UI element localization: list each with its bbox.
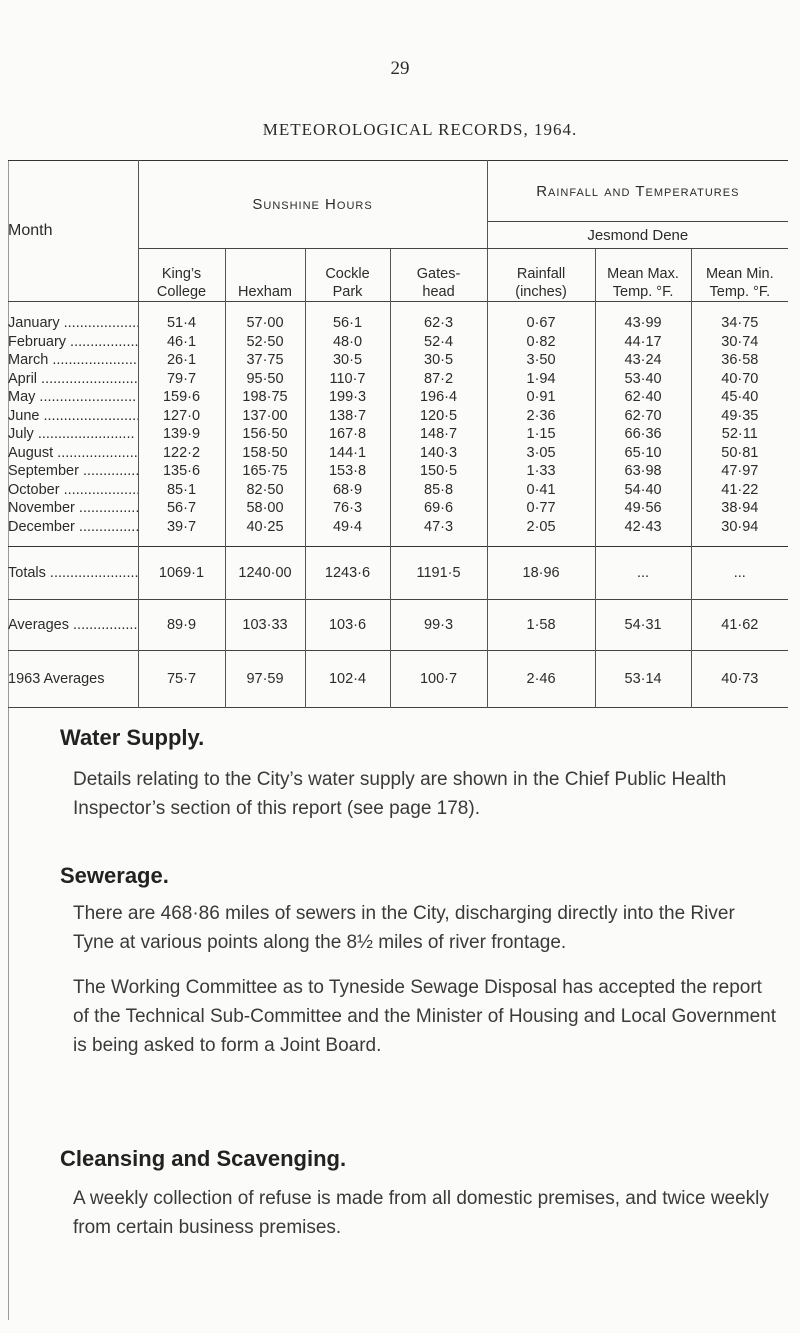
value-cell: 120·5 [390, 407, 487, 426]
sewerage-text-1: There are 468·86 miles of sewers in the City, discharging directly into the River Tyne at various points along the 8½ miles of river frontage. [73, 903, 735, 953]
summary-value: 75·7 [138, 651, 225, 708]
cleansing-section [60, 1146, 780, 1242]
cleansing-text: A weekly collection of refuse is made from all domestic premises, and twice weekly from certain business premises. [73, 1188, 769, 1238]
month-cell: December ..... [8, 518, 138, 547]
value-cell: 140·3 [390, 444, 487, 463]
value-cell: 79·7 [138, 370, 225, 389]
value-cell: 30·5 [305, 351, 390, 370]
table-row [8, 444, 788, 463]
value-cell: 148·7 [390, 425, 487, 444]
value-cell: 37·75 [225, 351, 305, 370]
col-rainfall: Rainfall (inches) [487, 249, 595, 302]
value-cell: 41·22 [721, 481, 759, 498]
summary-value: 103·33 [225, 600, 305, 651]
water-supply-section [60, 725, 780, 823]
summary-value: ... [733, 565, 746, 581]
table-row [8, 388, 788, 407]
value-cell: 50·81 [721, 444, 759, 461]
value-cell: 43·99 [595, 302, 691, 333]
value-cell: 56·1 [305, 302, 390, 333]
value-cell: 3·50 [487, 351, 595, 370]
value-cell: 0·82 [487, 333, 595, 352]
value-cell: 167·8 [305, 425, 390, 444]
summary-value: 99·3 [390, 600, 487, 651]
value-cell: 156·50 [225, 425, 305, 444]
value-cell: 38·94 [721, 500, 759, 517]
value-cell: 47·3 [390, 518, 487, 547]
summary-label: Totals ..... [8, 547, 138, 600]
value-cell: 68·9 [305, 481, 390, 500]
value-cell: 40·25 [225, 518, 305, 547]
col-mean-max: Mean Max. Temp. °F. [595, 249, 691, 302]
table-row [8, 518, 788, 547]
month-cell: May ..... [8, 388, 138, 407]
value-cell: 199·3 [305, 388, 390, 407]
value-cell: 1·15 [487, 425, 595, 444]
water-supply-text: Details relating to the City’s water supply are shown in the Chief Public Health Inspector’s section of this report (see page 178). [73, 769, 727, 819]
value-cell: 49·35 [721, 407, 759, 424]
summary-value: 54·31 [595, 600, 691, 651]
value-cell: 0·77 [487, 499, 595, 518]
col-kings-college: King’s College [138, 249, 225, 302]
value-cell: 36·58 [721, 352, 759, 369]
col-cockle-park: Cockle Park [305, 249, 390, 302]
summary-value: 100·7 [390, 651, 487, 708]
month-cell: October ..... [8, 481, 138, 500]
summary-label: 1963 Averages [8, 651, 138, 708]
summary-value: 1·58 [487, 600, 595, 651]
value-cell: 158·50 [225, 444, 305, 463]
cleansing-heading: Cleansing and Scavenging. [60, 1146, 347, 1171]
value-cell: 45·40 [721, 389, 759, 406]
month-cell: March ..... [8, 351, 138, 370]
sewerage-heading: Sewerage. [60, 863, 169, 888]
water-supply-heading: Water Supply. [60, 725, 205, 750]
month-cell: April ..... [8, 370, 138, 389]
value-cell: 52·11 [721, 426, 758, 443]
value-cell: 122·2 [138, 444, 225, 463]
value-cell: 39·7 [138, 518, 225, 547]
value-cell: 53·40 [595, 370, 691, 389]
summary-value: 53·14 [595, 651, 691, 708]
value-cell: 110·7 [305, 370, 390, 389]
col-mean-min: Mean Min. Temp. °F. [705, 266, 774, 300]
value-cell: 65·10 [595, 444, 691, 463]
value-cell: 44·17 [595, 333, 691, 352]
value-cell: 1·33 [487, 462, 595, 481]
value-cell: 196·4 [390, 388, 487, 407]
month-cell: August ..... [8, 444, 138, 463]
sunshine-hours-header: Sunshine Hours [138, 161, 487, 249]
table-row [8, 481, 788, 500]
value-cell: 150·5 [390, 462, 487, 481]
value-cell: 1·94 [487, 370, 595, 389]
sewerage-section [60, 863, 780, 1060]
value-cell: 52·50 [225, 333, 305, 352]
month-cell: February ..... [8, 333, 138, 352]
value-cell: 62·40 [595, 388, 691, 407]
value-cell: 30·94 [721, 518, 759, 535]
value-cell: 165·75 [225, 462, 305, 481]
value-cell: 43·24 [595, 351, 691, 370]
value-cell: 137·00 [225, 407, 305, 426]
page-title: METEOROLOGICAL RECORDS, 1964. [262, 120, 578, 139]
value-cell: 42·43 [595, 518, 691, 547]
col-hexham: Hexham [225, 249, 305, 302]
value-cell: 76·3 [305, 499, 390, 518]
month-cell: September ..... [8, 462, 138, 481]
summary-value: 1240·00 [225, 547, 305, 600]
totals-row [8, 547, 788, 600]
value-cell: 63·98 [595, 462, 691, 481]
value-cell: 3·05 [487, 444, 595, 463]
summary-label: Averages ..... [8, 600, 138, 651]
value-cell: 82·50 [225, 481, 305, 500]
value-cell: 62·70 [595, 407, 691, 426]
value-cell: 57·00 [225, 302, 305, 333]
value-cell: 58·00 [225, 499, 305, 518]
month-cell: November ..... [8, 499, 138, 518]
value-cell: 34·75 [721, 315, 759, 332]
prev-averages-row [8, 651, 788, 708]
month-cell: July ..... [8, 425, 138, 444]
summary-value: ... [595, 547, 691, 600]
value-cell: 198·75 [225, 388, 305, 407]
summary-value: 1243·6 [305, 547, 390, 600]
value-cell: 48·0 [305, 333, 390, 352]
value-cell: 51·4 [138, 302, 225, 333]
value-cell: 135·6 [138, 462, 225, 481]
table-row [8, 351, 788, 370]
value-cell: 138·7 [305, 407, 390, 426]
month-rows [8, 302, 788, 547]
value-cell: 0·41 [487, 481, 595, 500]
value-cell: 49·4 [305, 518, 390, 547]
rainfall-temperatures-header: Rainfall and Temperatures [487, 161, 788, 222]
table-row [8, 462, 788, 481]
month-header: Month [8, 161, 138, 302]
value-cell: 52·4 [390, 333, 487, 352]
value-cell: 30·74 [721, 333, 759, 350]
month-cell: June ..... [8, 407, 138, 426]
value-cell: 85·8 [390, 481, 487, 500]
value-cell: 62·3 [390, 302, 487, 333]
value-cell: 0·91 [487, 388, 595, 407]
table-row [8, 333, 788, 352]
value-cell: 87·2 [390, 370, 487, 389]
value-cell: 95·50 [225, 370, 305, 389]
value-cell: 159·6 [138, 388, 225, 407]
value-cell: 144·1 [305, 444, 390, 463]
summary-value: 89·9 [138, 600, 225, 651]
value-cell: 0·67 [487, 302, 595, 333]
table-row [8, 425, 788, 444]
value-cell: 30·5 [390, 351, 487, 370]
summary-value: 97·59 [225, 651, 305, 708]
value-cell: 40·70 [721, 370, 759, 387]
averages-row [8, 600, 788, 651]
summary-value: 103·6 [305, 600, 390, 651]
summary-value: 1191·5 [390, 547, 487, 600]
summary-value: 40·73 [721, 671, 759, 687]
value-cell: 139·9 [138, 425, 225, 444]
page-number: 29 [390, 58, 410, 79]
month-cell: January ..... [8, 302, 138, 333]
value-cell: 2·05 [487, 518, 595, 547]
value-cell: 49·56 [595, 499, 691, 518]
meteorological-table [8, 160, 788, 708]
table-row [8, 407, 788, 426]
summary-value: 1069·1 [138, 547, 225, 600]
col-gateshead: Gates- head [390, 249, 487, 302]
summary-value: 102·4 [305, 651, 390, 708]
value-cell: 127·0 [138, 407, 225, 426]
value-cell: 69·6 [390, 499, 487, 518]
table-row [8, 370, 788, 389]
value-cell: 2·36 [487, 407, 595, 426]
jesmond-dene-header: Jesmond Dene [487, 222, 788, 249]
value-cell: 54·40 [595, 481, 691, 500]
summary-value: 18·96 [487, 547, 595, 600]
value-cell: 46·1 [138, 333, 225, 352]
value-cell: 66·36 [595, 425, 691, 444]
sewerage-text-2: The Working Committee as to Tyneside Sewage Disposal has accepted the report of the Technical Sub-Committee and the Minister of Housing and Local Government is being asked to form a Joint Board. [73, 977, 777, 1056]
table-row [8, 302, 788, 333]
value-cell: 56·7 [138, 499, 225, 518]
summary-value: 41·62 [721, 617, 759, 633]
value-cell: 47·97 [721, 463, 759, 480]
value-cell: 85·1 [138, 481, 225, 500]
value-cell: 26·1 [138, 351, 225, 370]
table-row [8, 499, 788, 518]
value-cell: 153·8 [305, 462, 390, 481]
summary-value: 2·46 [487, 651, 595, 708]
